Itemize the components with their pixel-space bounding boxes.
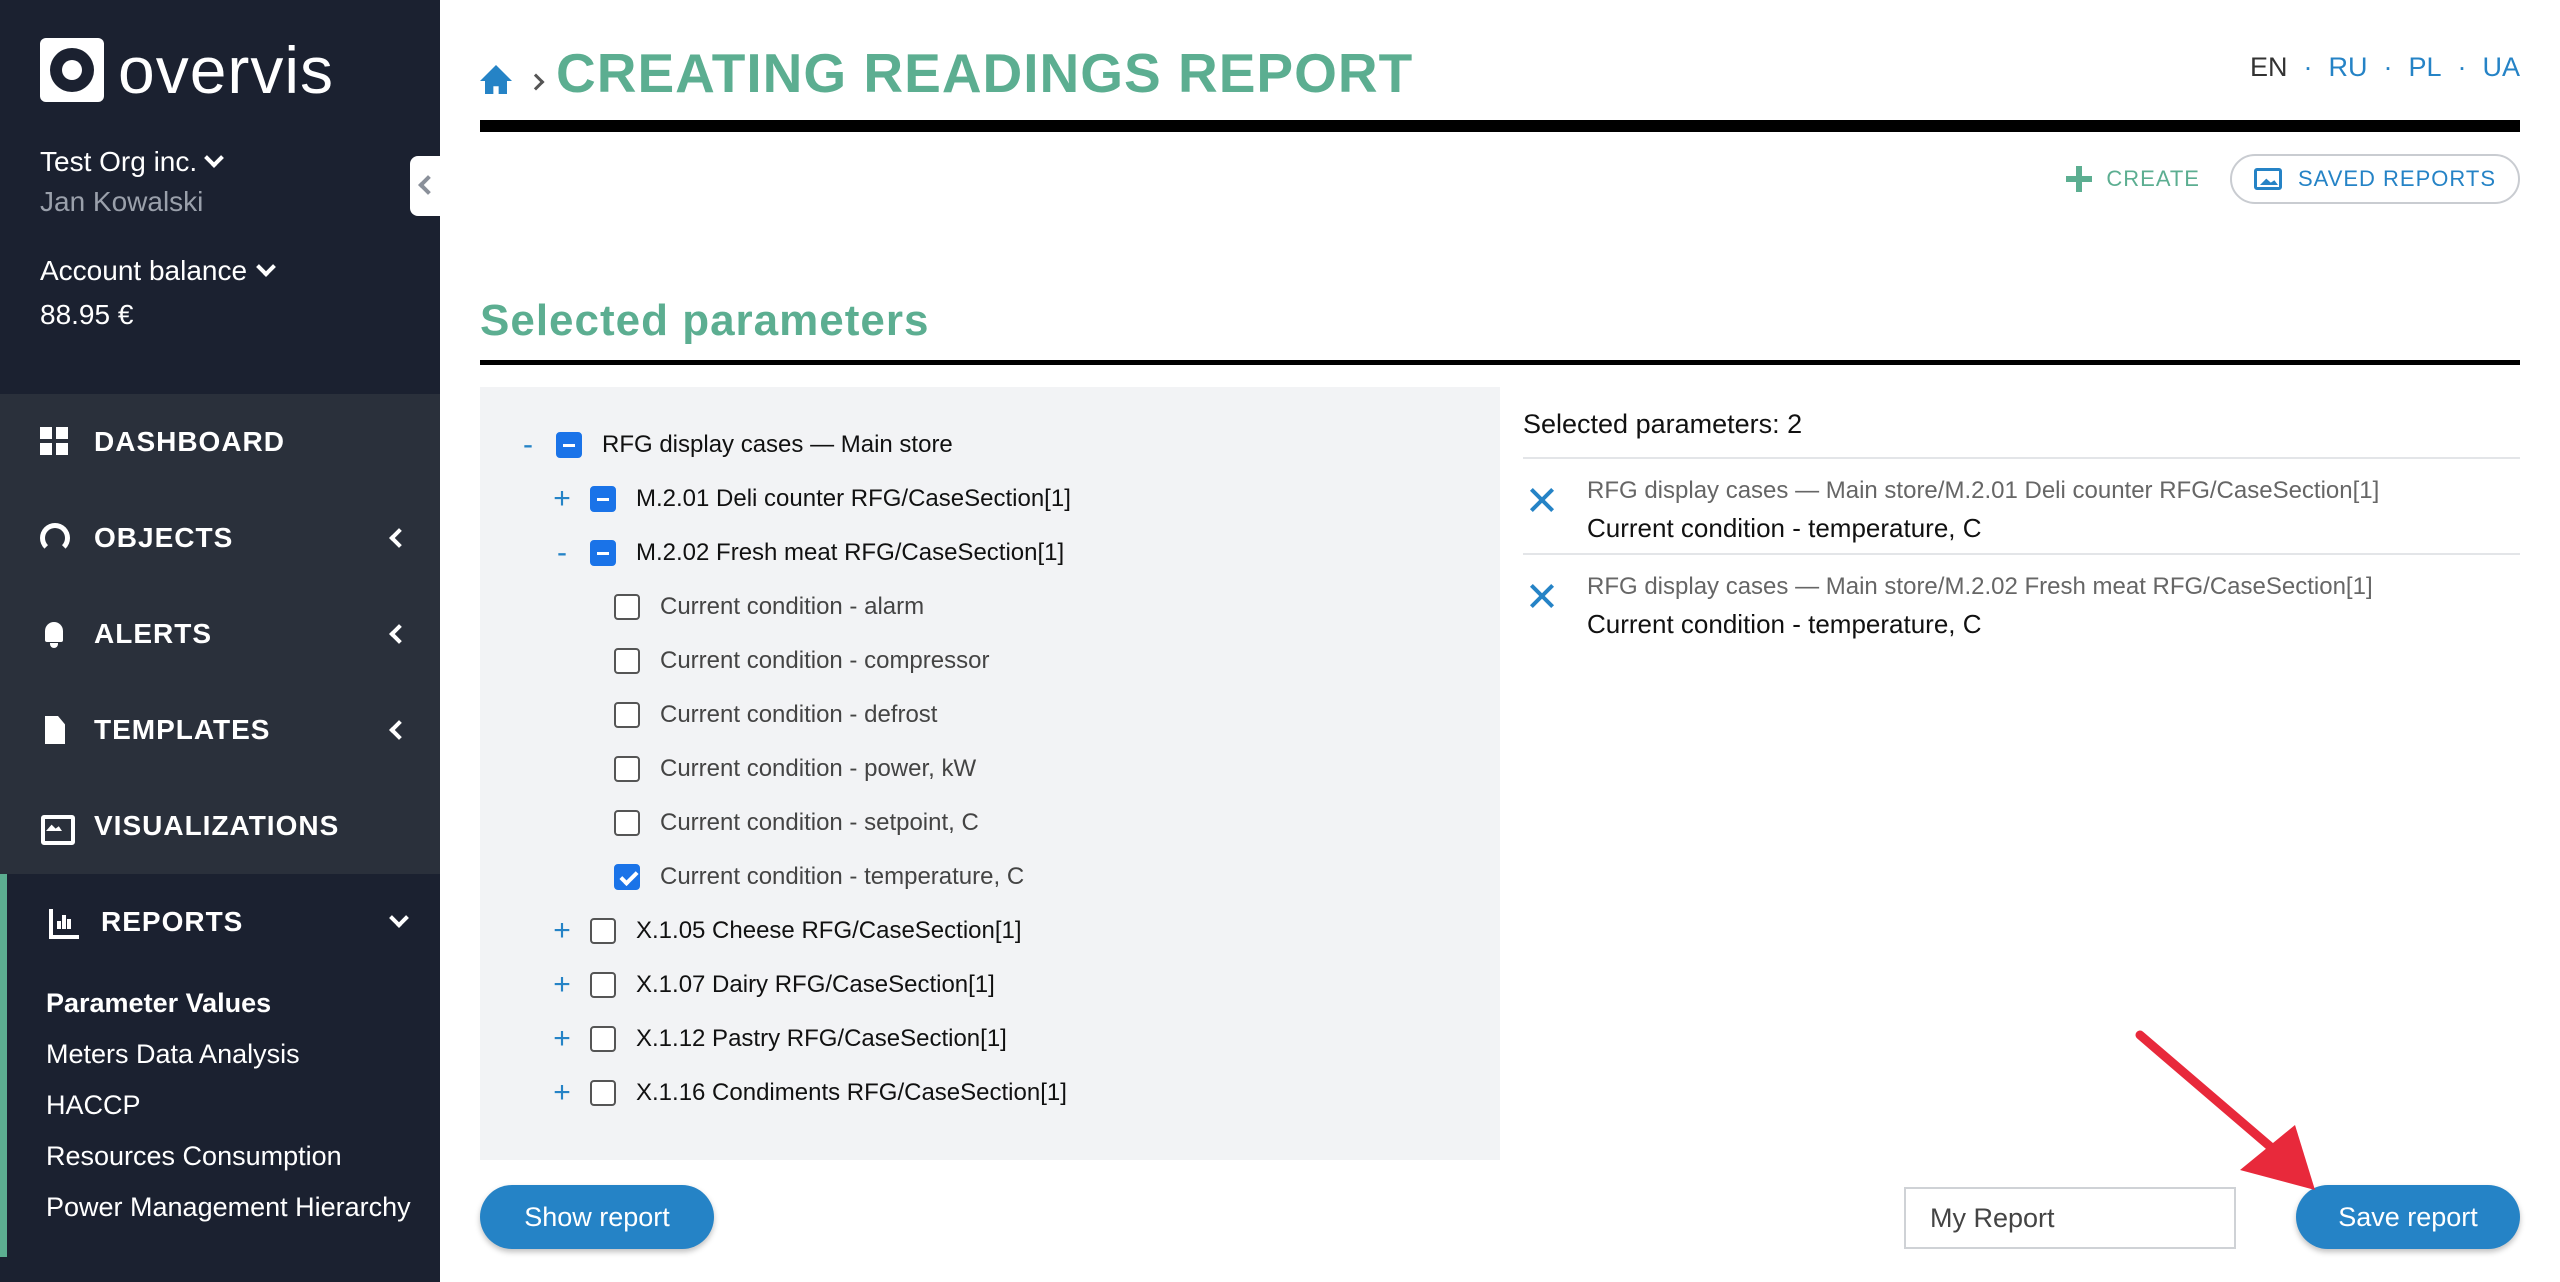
create-button[interactable]	[2066, 166, 2200, 192]
checkbox[interactable]	[614, 756, 640, 782]
nav-label: DASHBOARD	[94, 426, 285, 457]
language-switcher	[2250, 52, 2520, 83]
page-header	[480, 38, 2520, 108]
checkbox[interactable]	[590, 1026, 616, 1052]
submenu-item-meters-data-analysis[interactable]: Meters Data Analysis	[46, 1039, 300, 1069]
chevron-left-icon	[389, 624, 409, 644]
bell-icon	[40, 619, 70, 649]
tree-leaf	[614, 803, 979, 843]
parameter-tree	[480, 387, 1500, 1160]
saved-reports-label: SAVED REPORTS	[2297, 166, 2496, 191]
create-label: CREATE	[2106, 166, 2200, 191]
nav-item-reports[interactable]	[0, 874, 440, 970]
selected-item	[1523, 553, 2520, 647]
tree-leaf-label: Current condition - compressor	[660, 647, 990, 674]
saved-reports-button[interactable]	[2230, 154, 2520, 204]
tree-node-label: M.2.02 Fresh meat RFG/CaseSection[1]	[636, 539, 1065, 566]
tree-node	[552, 1019, 1007, 1059]
checkbox-checked[interactable]	[614, 864, 640, 890]
tree-leaf	[614, 587, 924, 627]
tree-node	[552, 479, 1071, 519]
nav-label: VISUALIZATIONS	[94, 810, 340, 841]
tree-node-root	[518, 425, 953, 465]
chevron-down-icon	[256, 257, 276, 277]
tree-leaf-label: Current condition - setpoint, C	[660, 809, 979, 836]
tree-node-label: X.1.05 Cheese RFG/CaseSection[1]	[636, 917, 1022, 944]
selected-item-path: RFG display cases — Main store/M.2.02 Fresh meat RFG/CaseSection[1]	[1587, 573, 2373, 600]
nav-item-objects[interactable]	[0, 490, 440, 586]
selected-item	[1523, 459, 2520, 553]
checkbox[interactable]	[590, 972, 616, 998]
plus-icon	[2066, 166, 2092, 192]
selected-count: Selected parameters: 2	[1523, 409, 1803, 439]
nav-label: TEMPLATES	[94, 714, 271, 745]
lang-pl[interactable]: PL	[2408, 52, 2442, 82]
chevron-down-icon	[204, 148, 224, 168]
lang-ua[interactable]: UA	[2482, 52, 2520, 82]
tree-leaf	[614, 857, 1024, 897]
reports-submenu	[0, 970, 440, 1257]
selected-item-param: Current condition - temperature, C	[1587, 513, 1982, 543]
home-icon[interactable]	[480, 65, 512, 95]
tree-leaf-label: Current condition - alarm	[660, 593, 925, 620]
collapse-toggle-icon[interactable]: -	[523, 428, 533, 461]
checkbox[interactable]	[590, 1080, 616, 1106]
nav-label: OBJECTS	[94, 522, 234, 553]
checkbox[interactable]	[590, 918, 616, 944]
remove-icon[interactable]	[1527, 485, 1557, 515]
chevron-left-icon	[389, 720, 409, 740]
tree-leaf-label: Current condition - power, kW	[660, 755, 977, 782]
chevron-down-icon	[389, 908, 409, 928]
sidebar-nav	[0, 394, 440, 1257]
submenu-item-power-management-hierarchy[interactable]: Power Management Hierarchy	[46, 1192, 411, 1222]
tree-node-label: X.1.07 Dairy RFG/CaseSection[1]	[636, 971, 995, 998]
account-balance-value: 88.95 €	[40, 299, 134, 330]
dashboard-icon	[40, 427, 70, 457]
bar-chart-icon	[47, 907, 77, 937]
tree-leaf	[614, 695, 937, 735]
org-name: Test Org inc.	[40, 146, 198, 177]
remove-icon[interactable]	[1527, 581, 1557, 611]
account-balance-label: Account balance	[40, 255, 248, 286]
expand-toggle-icon[interactable]: +	[553, 968, 571, 1001]
selected-parameters-panel	[1523, 387, 2520, 1160]
account-balance[interactable]	[40, 255, 273, 331]
page-title: CREATING READINGS REPORT	[556, 42, 1414, 104]
report-name-input[interactable]	[1904, 1187, 2236, 1249]
lang-separator: ·	[2383, 52, 2393, 82]
chevron-left-icon	[418, 175, 438, 195]
lang-separator: ·	[2457, 52, 2467, 82]
tree-node	[552, 533, 1064, 573]
image-icon	[2254, 168, 2282, 190]
expand-toggle-icon[interactable]: +	[553, 1022, 571, 1055]
nav-label: REPORTS	[101, 906, 244, 937]
lang-separator: ·	[2303, 52, 2313, 82]
tree-node-label: X.1.12 Pastry RFG/CaseSection[1]	[636, 1025, 1007, 1052]
brand-name: overvis	[118, 33, 335, 107]
expand-toggle-icon[interactable]: +	[553, 1076, 571, 1109]
overvis-logo-icon	[40, 38, 104, 102]
tree-leaf-label: Current condition - temperature, C	[660, 863, 1025, 890]
image-icon	[40, 811, 70, 841]
checkbox[interactable]	[614, 594, 640, 620]
checkbox-partial[interactable]	[590, 486, 616, 512]
tree-node	[552, 1073, 1067, 1113]
selected-item-param: Current condition - temperature, C	[1587, 609, 1982, 639]
nav-item-templates[interactable]	[0, 682, 440, 778]
report-toolbar	[2066, 154, 2520, 204]
submenu-item-parameter-values[interactable]: Parameter Values	[46, 988, 272, 1018]
checkbox-partial[interactable]	[556, 432, 582, 458]
checkbox[interactable]	[614, 702, 640, 728]
expand-toggle-icon[interactable]: +	[553, 914, 571, 947]
brand-logo[interactable]	[40, 33, 335, 107]
tree-leaf	[614, 749, 976, 789]
nav-label: ALERTS	[94, 618, 212, 649]
checkbox-partial[interactable]	[590, 540, 616, 566]
file-icon	[40, 715, 70, 745]
nav-item-dashboard[interactable]	[0, 394, 440, 490]
chevron-left-icon	[389, 528, 409, 548]
section-title: Selected parameters	[480, 296, 930, 345]
tree-node-label: M.2.01 Deli counter RFG/CaseSection[1]	[636, 485, 1071, 512]
tree-node-label: RFG display cases — Main store	[602, 431, 953, 458]
tree-node	[552, 911, 1022, 951]
submenu-item-haccp[interactable]: HACCP	[46, 1090, 141, 1120]
nav-item-alerts[interactable]	[0, 586, 440, 682]
account-balance-dropdown[interactable]	[40, 255, 273, 287]
save-report-button[interactable]: Save report	[2296, 1185, 2520, 1249]
user-name: Jan Kowalski	[40, 186, 204, 217]
checkbox[interactable]	[614, 648, 640, 674]
breadcrumb-chevron-icon	[528, 74, 545, 91]
section-divider	[480, 360, 2520, 365]
tree-node	[552, 965, 995, 1005]
expand-toggle-icon[interactable]: +	[553, 482, 571, 515]
org-name-dropdown[interactable]	[40, 146, 221, 178]
org-switcher[interactable]	[40, 146, 221, 218]
tree-leaf	[614, 641, 989, 681]
lang-en[interactable]: EN	[2249, 52, 2288, 82]
submenu-item-resources-consumption[interactable]: Resources Consumption	[46, 1141, 342, 1171]
selected-item-path: RFG display cases — Main store/M.2.01 Deli counter RFG/CaseSection[1]	[1587, 477, 2380, 504]
collapse-toggle-icon[interactable]: -	[557, 536, 567, 569]
nav-item-visualizations[interactable]	[0, 778, 440, 874]
title-divider	[480, 120, 2520, 132]
gauge-icon	[40, 523, 70, 553]
sidebar-collapse-button[interactable]	[410, 156, 440, 216]
tree-leaf-label: Current condition - defrost	[660, 701, 938, 728]
show-report-button[interactable]: Show report	[480, 1185, 714, 1249]
sidebar	[0, 0, 440, 1282]
lang-ru[interactable]: RU	[2328, 52, 2368, 82]
main-content	[480, 0, 2520, 1282]
tree-node-label: X.1.16 Condiments RFG/CaseSection[1]	[636, 1079, 1067, 1106]
checkbox[interactable]	[614, 810, 640, 836]
